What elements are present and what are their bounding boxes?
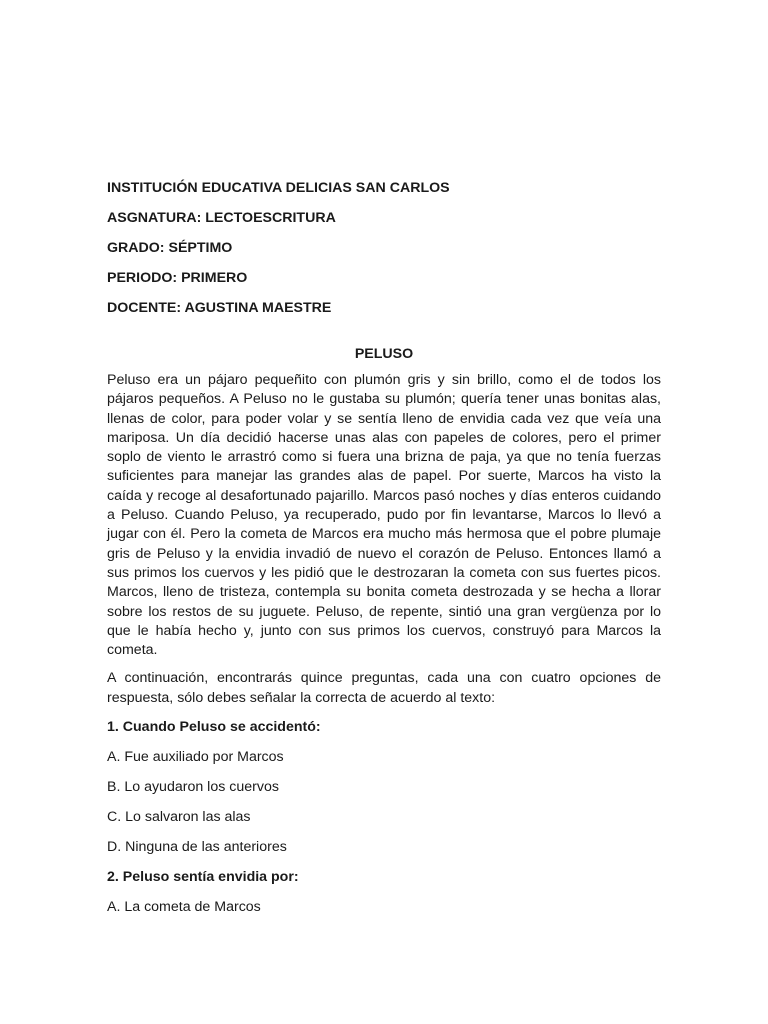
- teacher-line: DOCENTE: AGUSTINA MAESTRE: [107, 300, 332, 316]
- question-1-option-d: D. Ninguna de las anteriores: [107, 839, 287, 856]
- document-content: [107, 178, 661, 927]
- question-block: [107, 717, 661, 857]
- document-header: [107, 178, 661, 318]
- grade-line: GRADO: SÉPTIMO: [107, 240, 233, 256]
- story-paragraph: Peluso era un pájaro pequeñito con plumón gris y sin brillo, como el de todos los pájaros pequeños. A Peluso no le gustaba su plumón; quería tener unas bonitas alas, llenas de color, para poder volar y se sentía lleno de envidia cada vez que veía una mariposa. Un día decidió hacerse unas alas con papeles de colores, pero el primer soplo de viento le arrastró como si fuera una brizna de paja, ya que no tenía fuerzas suficientes para manejar las grandes alas de papel. Por suerte, Marcos ha visto la caída y recoge al desafortunado pajarillo. Marcos pasó noches y días enteros cuidando a Peluso. Cuando Peluso, ya recuperado, pudo por fin levantarse, Marcos lo llevó a jugar con él. Pero la cometa de Marcos era mucho más hermosa que el pobre plumaje gris de Peluso y la envidia invadió de nuevo el corazón de Peluso. Entonces llamó a sus primos los cuervos y les pidió que le destrozaran la cometa con sus fuertes picos. Marcos, lleno de tristeza, contempla su bonita cometa destrozada y se hecha a llorar sobre los restos de su juguete. Peluso, de repente, sintió una gran vergüenza por lo que le había hecho y, junto con sus primos los cuervos, construyó para Marcos la cometa.: [107, 372, 661, 659]
- story-title: PELUSO: [354, 346, 414, 362]
- subject-line: ASGNATURA: LECTOESCRITURA: [107, 210, 336, 226]
- question-block: [107, 867, 661, 917]
- instructions-paragraph: A continuación, encontrarás quince preguntas, cada una con cuatro opciones de respuesta, sólo debes señalar la correcta de acuerdo al texto:: [107, 670, 661, 706]
- institution-name: INSTITUCIÓN EDUCATIVA DELICIAS SAN CARLOS: [107, 180, 450, 196]
- period-line: PERIODO: PRIMERO: [107, 270, 248, 286]
- question-1-option-c: C. Lo salvaron las alas: [107, 809, 251, 826]
- question-1: 1. Cuando Peluso se accidentó:: [107, 719, 321, 736]
- question-2-option-a: A. La cometa de Marcos: [107, 899, 261, 916]
- question-1-option-a: A. Fue auxiliado por Marcos: [107, 749, 284, 766]
- question-1-option-b: B. Lo ayudaron los cuervos: [107, 779, 279, 796]
- question-2: 2. Peluso sentía envidia por:: [107, 869, 299, 886]
